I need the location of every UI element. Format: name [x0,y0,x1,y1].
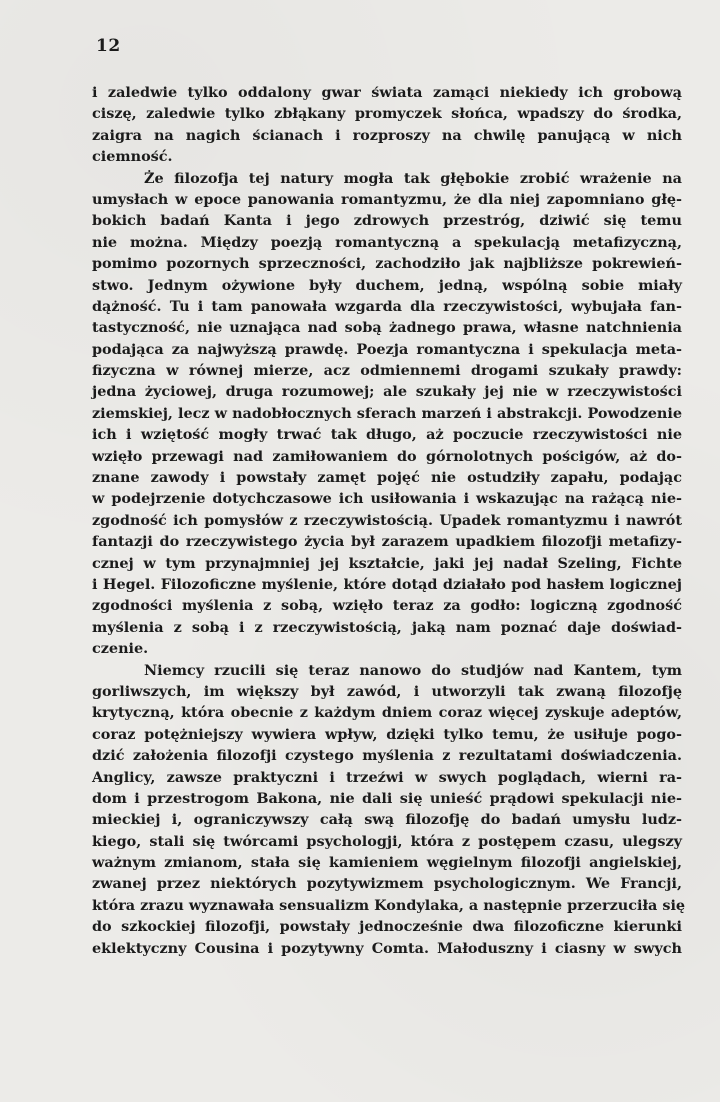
text-line: zgodności myślenia z sobą, wzięło teraz za godło: logiczną zgodność [92,597,682,615]
text-line: mieckiej i, ograniczywszy całą swą filozofję do badań umysłu ludz- [92,811,682,829]
text-line: zwanej przez niektórych pozytywizmem psychologicznym. We Francji, [92,875,682,893]
text-line: nie można. Między poezją romantyczną a spekulacją metafizyczną, [92,233,682,251]
text-line: ziemskiej, lecz w nadobłocznych sferach marzeń i abstrakcji. Powodzenie [92,404,682,422]
text-line: dzić założenia filozofji czystego myślenia z rezultatami doświadczenia. [92,747,682,765]
text-line: Niemcy rzucili się teraz nanowo do studjów nad Kantem, tym [144,661,682,679]
text-line: kiego, stali się twórcami psychologji, która z postępem czasu, ulegszy [92,832,682,850]
text-line: cznej w tym przynajmniej jej kształcie, jaki jej nadał Szeling, Fichte [92,554,682,572]
text-line: zaigra na nagich ścianach i rozproszy na chwilę panującą w nich [92,126,682,144]
body-text [92,82,686,959]
paragraph-3 [92,660,686,959]
text-line: umysłach w epoce panowania romantyzmu, że dla niej zapomniano głę- [92,190,682,208]
text-line: ważnym zmianom, stała się kamieniem węgielnym filozofji angielskiej, [92,854,682,872]
text-line: fantazji do rzeczywistego życia był zarazem upadkiem filozofji metafizy- [92,533,682,551]
text-line: Anglicy, zawsze praktyczni i trzeźwi w swych poglądach, wierni ra- [92,768,682,786]
page-number: 12 [96,36,121,56]
text-line: tastyczność, nie uznająca nad sobą żadnego prawa, własne natchnienia [92,319,682,337]
text-line: coraz potężniejszy wywiera wpływ, dzięki tylko temu, że usiłuje pogo- [92,725,682,743]
text-line: fizyczna w równej mierze, acz odmiennemi drogami szukały prawdy: [92,362,682,380]
text-line: stwo. Jednym ożywione były duchem, jedną, wspólną sobie miały [92,276,682,294]
paragraph-2 [92,168,682,660]
text-line: ciszę, zaledwie tylko zbłąkany promyczek słońca, wpadszy do środka, [92,105,682,123]
text-line: krytyczną, która obecnie z każdym dniem coraz więcej zyskuje adeptów, [92,704,682,722]
text-line: dążność. Tu i tam panowała wzgarda dla rzeczywistości, wybujała fan- [92,297,682,315]
paragraph-1 [92,82,682,168]
text-line: czenie. [92,640,149,658]
text-line: jedna życiowej, druga rozumowej; ale szukały jej nie w rzeczywistości [92,383,682,401]
text-line: ciemność. [92,148,173,166]
text-line: w podejrzenie dotychczasowe ich usiłowania i wskazując na rażącą nie- [92,490,682,508]
text-line: zgodność ich pomysłów z rzeczywistością. Upadek romantyzmu i nawrót [92,511,682,529]
text-line: podająca za najwyższą prawdę. Poezja romantyczna i spekulacja meta- [92,340,682,358]
text-line: która zrazu wyznawała sensualizm Kondylaka, a następnie przerzuciła się [92,896,686,914]
text-line: myślenia z sobą i z rzeczywistością, jaką nam poznać daje doświad- [92,618,682,636]
text-line: i Hegel. Filozoficzne myślenie, które dotąd działało pod hasłem logicznej [92,575,682,593]
text-line: pomimo pozornych sprzeczności, zachodziło jak najbliższe pokrewień- [92,255,682,273]
text-line: eklektyczny Cousina i pozytywny Comta. Małoduszny i ciasny w swych [92,939,682,957]
text-line: Że filozofja tej natury mogła tak głębokie zrobić wrażenie na [144,169,682,187]
text-line: wzięło przewagi nad zamiłowaniem do górnolotnych pościgów, aż do- [92,447,682,465]
text-line: znane zawody i powstały zamęt pojęć nie ostudziły zapału, podając [92,469,682,487]
text-line: ich i wziętość mogły trwać tak długo, aż poczucie rzeczywistości nie [92,426,682,444]
text-line: dom i przestrogom Bakona, nie dali się unieść prądowi spekulacji nie- [92,789,682,807]
text-line: bokich badań Kanta i jego zdrowych przestróg, dziwić się temu [92,212,682,230]
text-line: gorliwszych, im większy był zawód, i utworzyli tak zwaną filozofję [92,682,682,700]
text-line: i zaledwie tylko oddalony gwar świata zamąci niekiedy ich grobową [92,84,682,101]
text-line: do szkockiej filozofji, powstały jednocześnie dwa filozoficzne kierunki [92,918,682,936]
